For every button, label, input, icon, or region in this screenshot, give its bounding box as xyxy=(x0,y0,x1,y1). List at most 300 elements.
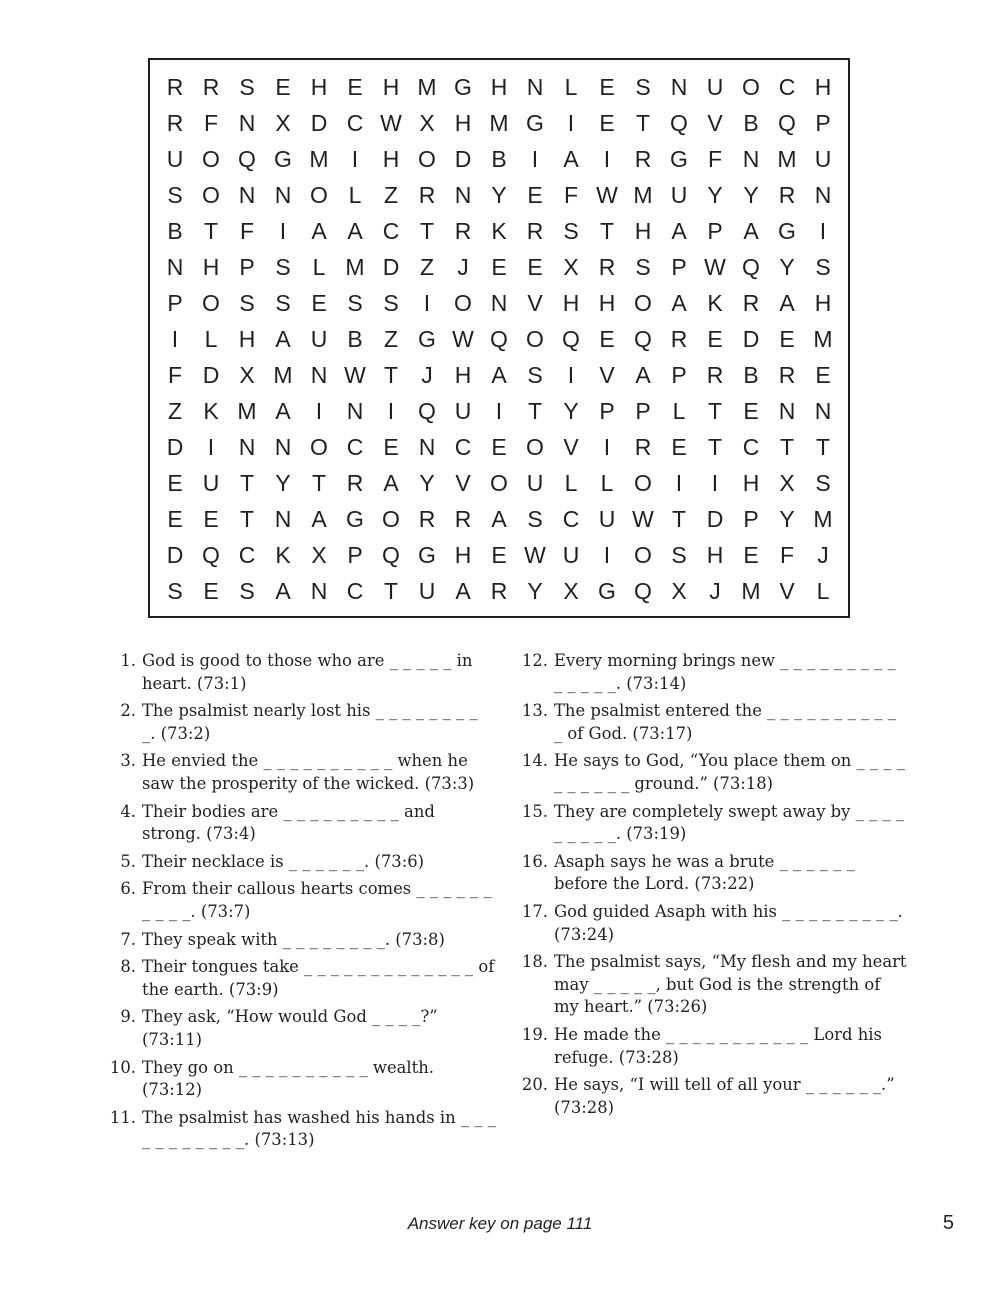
grid-letter: D xyxy=(202,361,220,388)
grid-letter: W xyxy=(344,361,366,388)
grid-letter: P xyxy=(635,397,651,424)
grid-letter: M xyxy=(813,325,833,352)
grid-letter: T xyxy=(635,109,651,136)
grid-letter: X xyxy=(275,109,291,136)
clue-number: 18. xyxy=(521,952,548,972)
clue-text: God guided Asaph with his _ _ _ _ _ _ _ _ _. (73:24) xyxy=(554,901,903,944)
grid-letter: O xyxy=(310,433,328,460)
grid-letter: R xyxy=(778,361,796,388)
grid-letter: Y xyxy=(419,469,435,496)
grid-letter: V xyxy=(527,289,543,316)
clue-item xyxy=(96,801,496,846)
grid-letter: A xyxy=(671,217,687,244)
grid-letter: S xyxy=(563,217,579,244)
grid-letter: I xyxy=(603,433,611,460)
grid-letter: N xyxy=(310,577,328,604)
grid-letter: B xyxy=(347,325,363,352)
grid-letter: P xyxy=(347,541,363,568)
grid-letter: H xyxy=(382,145,400,172)
grid-letter: P xyxy=(239,253,255,280)
grid-letter: B xyxy=(743,361,759,388)
grid-letter: E xyxy=(815,361,831,388)
grid-letter: P xyxy=(815,109,831,136)
grid-letter: I xyxy=(567,109,575,136)
grid-letter: M xyxy=(237,397,257,424)
grid-letter: H xyxy=(454,109,472,136)
grid-letter: H xyxy=(238,325,256,352)
grid-letter: S xyxy=(239,577,255,604)
grid-letter: X xyxy=(419,109,435,136)
grid-letter: A xyxy=(491,505,507,532)
grid-letter: R xyxy=(742,289,760,316)
clue-text: The psalmist entered the _ _ _ _ _ _ _ _ _ _ _ of God. (73:17) xyxy=(554,701,896,743)
word-search-grid xyxy=(157,69,841,609)
grid-letter: E xyxy=(383,433,399,460)
grid-letter: H xyxy=(562,289,580,316)
grid-letter: I xyxy=(207,433,215,460)
grid-letter: T xyxy=(311,469,327,496)
grid-letter: F xyxy=(779,541,795,568)
grid-letter: N xyxy=(346,397,364,424)
grid-letter: M xyxy=(273,361,293,388)
grid-letter: L xyxy=(672,397,686,424)
clue-text: They speak with _ _ _ _ _ _ _ _. (73:8) xyxy=(142,929,445,949)
grid-letter: H xyxy=(706,541,724,568)
grid-letter: E xyxy=(491,253,507,280)
grid-letter: R xyxy=(202,73,220,100)
grid-letter: R xyxy=(670,325,688,352)
grid-letter: A xyxy=(311,505,327,532)
grid-letter: W xyxy=(632,505,654,532)
grid-letter: U xyxy=(706,73,724,100)
grid-letter: H xyxy=(454,541,472,568)
grid-letter: C xyxy=(382,217,400,244)
grid-letter: U xyxy=(418,577,436,604)
clue-item xyxy=(508,650,908,695)
grid-letter: T xyxy=(203,217,219,244)
clue-item xyxy=(96,1006,496,1051)
grid-letter: O xyxy=(382,505,400,532)
clue-item xyxy=(508,951,908,1019)
grid-letter: Q xyxy=(634,577,652,604)
grid-letter: R xyxy=(598,253,616,280)
grid-letter: F xyxy=(167,361,183,388)
grid-letter: Y xyxy=(563,397,579,424)
grid-letter: E xyxy=(491,541,507,568)
grid-letter: N xyxy=(238,109,256,136)
grid-letter: N xyxy=(454,181,472,208)
grid-letter: O xyxy=(634,469,652,496)
grid-letter: I xyxy=(387,397,395,424)
grid-letter: U xyxy=(454,397,472,424)
grid-letter: E xyxy=(203,505,219,532)
grid-letter: P xyxy=(167,289,183,316)
clue-number: 10. xyxy=(109,1057,136,1077)
grid-letter: Y xyxy=(779,253,795,280)
grid-letter: L xyxy=(564,73,578,100)
clue-text: God is good to those who are _ _ _ _ _ in heart. (73:1) xyxy=(142,651,473,693)
clue-number: 11. xyxy=(109,1107,136,1127)
clue-item xyxy=(508,700,908,745)
grid-letter: C xyxy=(346,577,364,604)
grid-letter: C xyxy=(238,541,256,568)
grid-letter: N xyxy=(274,181,292,208)
grid-letter: Q xyxy=(742,253,760,280)
clue-item xyxy=(508,851,908,896)
grid-letter: T xyxy=(239,505,255,532)
grid-letter: H xyxy=(742,469,760,496)
grid-letter: S xyxy=(275,253,291,280)
clue-item xyxy=(96,851,496,874)
grid-letter: E xyxy=(599,325,615,352)
grid-letter: L xyxy=(600,469,614,496)
grid-letter: Q xyxy=(562,325,580,352)
grid-letter: D xyxy=(310,109,328,136)
grid-letter: O xyxy=(202,289,220,316)
grid-letter: R xyxy=(526,217,544,244)
grid-letter: G xyxy=(526,109,544,136)
grid-letter: I xyxy=(531,145,539,172)
grid-letter: U xyxy=(166,145,184,172)
clue-item xyxy=(96,929,496,952)
grid-letter: N xyxy=(814,397,832,424)
grid-letter: G xyxy=(274,145,292,172)
grid-letter: A xyxy=(455,577,471,604)
grid-letter: T xyxy=(599,217,615,244)
clue-number: 4. xyxy=(120,801,136,821)
grid-letter: I xyxy=(711,469,719,496)
grid-letter: M xyxy=(741,577,761,604)
clue-number: 20. xyxy=(521,1075,548,1095)
grid-letter: N xyxy=(238,433,256,460)
clue-text: They ask, “How would God _ _ _ _?” (73:11) xyxy=(142,1007,438,1049)
grid-letter: P xyxy=(743,505,759,532)
clue-text: From their callous hearts comes _ _ _ _ _ _ _ _ _ _. (73:7) xyxy=(142,879,492,921)
grid-letter: N xyxy=(742,145,760,172)
grid-letter: H xyxy=(202,253,220,280)
grid-letter: A xyxy=(563,145,579,172)
grid-letter: Z xyxy=(383,325,399,352)
grid-letter: I xyxy=(567,361,575,388)
grid-letter: T xyxy=(707,433,723,460)
grid-letter: F xyxy=(239,217,255,244)
grid-letter: R xyxy=(634,145,652,172)
grid-letter: I xyxy=(171,325,179,352)
clue-text: The psalmist says, “My flesh and my heart may _ _ _ _ _, but God is the strength of my heart.” (73:26) xyxy=(554,952,907,1017)
grid-letter: P xyxy=(599,397,615,424)
grid-letter: S xyxy=(635,73,651,100)
clue-list-left xyxy=(96,650,496,1157)
grid-letter: Y xyxy=(491,181,507,208)
grid-letter: B xyxy=(743,109,759,136)
grid-letter: A xyxy=(275,325,291,352)
grid-letter: I xyxy=(315,397,323,424)
grid-letter: J xyxy=(709,577,721,604)
grid-letter: W xyxy=(704,253,726,280)
grid-letter: S xyxy=(383,289,399,316)
grid-letter: B xyxy=(491,145,507,172)
grid-letter: R xyxy=(346,469,364,496)
grid-letter: S xyxy=(275,289,291,316)
clue-number: 3. xyxy=(120,751,136,771)
grid-letter: T xyxy=(239,469,255,496)
grid-letter: T xyxy=(779,433,795,460)
grid-letter: E xyxy=(527,253,543,280)
grid-letter: C xyxy=(742,433,760,460)
grid-letter: C xyxy=(454,433,472,460)
grid-letter: Q xyxy=(418,397,436,424)
grid-letter: Y xyxy=(275,469,291,496)
grid-letter: H xyxy=(634,217,652,244)
clue-number: 16. xyxy=(521,851,548,871)
grid-letter: S xyxy=(815,469,831,496)
grid-letter: X xyxy=(779,469,795,496)
clue-number: 13. xyxy=(521,701,548,721)
grid-letter: W xyxy=(380,109,402,136)
grid-letter: K xyxy=(707,289,723,316)
grid-letter: L xyxy=(816,577,830,604)
clue-item xyxy=(96,878,496,923)
grid-letter: A xyxy=(635,361,651,388)
grid-letter: J xyxy=(817,541,829,568)
grid-letter: W xyxy=(524,541,546,568)
grid-letter: N xyxy=(814,181,832,208)
grid-letter: H xyxy=(310,73,328,100)
grid-letter: E xyxy=(743,397,759,424)
grid-letter: G xyxy=(598,577,616,604)
grid-letter: D xyxy=(166,433,184,460)
grid-letter: M xyxy=(309,145,329,172)
grid-letter: A xyxy=(311,217,327,244)
grid-letter: O xyxy=(634,541,652,568)
grid-letter: R xyxy=(454,505,472,532)
grid-letter: V xyxy=(455,469,471,496)
grid-letter: O xyxy=(454,289,472,316)
grid-letter: L xyxy=(204,325,218,352)
grid-letter: O xyxy=(526,433,544,460)
grid-letter: I xyxy=(819,217,827,244)
grid-letter: T xyxy=(671,505,687,532)
grid-letter: O xyxy=(202,145,220,172)
grid-letter: N xyxy=(526,73,544,100)
grid-letter: M xyxy=(345,253,365,280)
grid-letter: V xyxy=(563,433,579,460)
grid-letter: O xyxy=(526,325,544,352)
grid-letter: M xyxy=(417,73,437,100)
grid-letter: T xyxy=(383,577,399,604)
grid-letter: S xyxy=(347,289,363,316)
grid-letter: L xyxy=(348,181,362,208)
grid-letter: O xyxy=(310,181,328,208)
answer-key-note: Answer key on page 111 xyxy=(407,1214,593,1233)
grid-letter: W xyxy=(452,325,474,352)
grid-letter: U xyxy=(310,325,328,352)
grid-letter: L xyxy=(564,469,578,496)
grid-letter: O xyxy=(490,469,508,496)
grid-letter: Q xyxy=(382,541,400,568)
clue-text: He says, “I will tell of all your _ _ _ _ _ _.” (73:28) xyxy=(554,1075,895,1117)
clue-item xyxy=(96,700,496,745)
grid-letter: Q xyxy=(490,325,508,352)
grid-letter: A xyxy=(275,397,291,424)
grid-letter: S xyxy=(167,577,183,604)
grid-letter: J xyxy=(457,253,469,280)
grid-letter: P xyxy=(707,217,723,244)
grid-letter: E xyxy=(743,541,759,568)
grid-letter: E xyxy=(203,577,219,604)
grid-letter: T xyxy=(527,397,543,424)
grid-letter: D xyxy=(706,505,724,532)
grid-letter: I xyxy=(495,397,503,424)
grid-letter: H xyxy=(490,73,508,100)
grid-letter: F xyxy=(203,109,219,136)
grid-letter: K xyxy=(275,541,291,568)
grid-letter: A xyxy=(491,361,507,388)
grid-letter: X xyxy=(671,577,687,604)
grid-letter: I xyxy=(423,289,431,316)
grid-letter: S xyxy=(635,253,651,280)
grid-letter: Q xyxy=(634,325,652,352)
grid-letter: C xyxy=(562,505,580,532)
grid-letter: A xyxy=(743,217,759,244)
grid-letter: O xyxy=(418,145,436,172)
grid-letter: E xyxy=(671,433,687,460)
grid-letter: C xyxy=(346,109,364,136)
clue-text: Their necklace is _ _ _ _ _ _. (73:6) xyxy=(142,851,425,871)
grid-letter: V xyxy=(599,361,615,388)
grid-letter: H xyxy=(814,73,832,100)
grid-letter: D xyxy=(166,541,184,568)
grid-letter: A xyxy=(383,469,399,496)
grid-letter: I xyxy=(351,145,359,172)
grid-letter: N xyxy=(778,397,796,424)
grid-letter: X xyxy=(563,253,579,280)
grid-letter: E xyxy=(167,505,183,532)
clue-text: Every morning brings new _ _ _ _ _ _ _ _ _ _ _ _ _ _. (73:14) xyxy=(554,651,896,693)
grid-letter: X xyxy=(563,577,579,604)
grid-letter: E xyxy=(167,469,183,496)
clue-item xyxy=(96,1057,496,1102)
grid-letter: E xyxy=(707,325,723,352)
grid-letter: R xyxy=(778,181,796,208)
grid-letter: Q xyxy=(202,541,220,568)
grid-letter: Q xyxy=(778,109,796,136)
grid-letter: V xyxy=(779,577,795,604)
grid-letter: H xyxy=(598,289,616,316)
clue-item xyxy=(508,750,908,795)
grid-letter: W xyxy=(596,181,618,208)
grid-letter: S xyxy=(239,289,255,316)
grid-letter: S xyxy=(239,73,255,100)
grid-letter: T xyxy=(707,397,723,424)
grid-letter: D xyxy=(454,145,472,172)
grid-letter: E xyxy=(347,73,363,100)
grid-letter: O xyxy=(202,181,220,208)
grid-letter: P xyxy=(671,253,687,280)
clue-list-right xyxy=(508,650,908,1124)
clue-text: They are completely swept away by _ _ _ _ _ _ _ _ _. (73:19) xyxy=(554,801,905,844)
grid-letter: N xyxy=(490,289,508,316)
clue-number: 2. xyxy=(120,701,136,721)
clue-number: 6. xyxy=(120,879,136,899)
grid-letter: T xyxy=(383,361,399,388)
clue-item xyxy=(96,650,496,695)
grid-letter: B xyxy=(167,217,183,244)
grid-letter: R xyxy=(706,361,724,388)
grid-letter: V xyxy=(707,109,723,136)
clue-number: 8. xyxy=(120,957,136,977)
clue-item xyxy=(508,801,908,846)
grid-letter: C xyxy=(346,433,364,460)
grid-letter: U xyxy=(562,541,580,568)
grid-letter: A xyxy=(671,289,687,316)
grid-letter: H xyxy=(814,289,832,316)
grid-letter: S xyxy=(815,253,831,280)
grid-letter: N xyxy=(310,361,328,388)
grid-letter: R xyxy=(418,181,436,208)
grid-letter: E xyxy=(599,73,615,100)
clue-text: Asaph says he was a brute _ _ _ _ _ _ before the Lord. (73:22) xyxy=(554,851,855,894)
grid-letter: N xyxy=(274,433,292,460)
grid-letter: M xyxy=(813,505,833,532)
clue-item xyxy=(508,1024,908,1069)
grid-letter: I xyxy=(603,145,611,172)
grid-letter: Z xyxy=(419,253,435,280)
grid-letter: U xyxy=(526,469,544,496)
grid-letter: G xyxy=(454,73,472,100)
clue-number: 15. xyxy=(521,801,548,821)
clue-text: The psalmist has washed his hands in _ _ _ _ _ _ _ _ _ _ _. (73:13) xyxy=(142,1107,496,1150)
clue-number: 19. xyxy=(521,1024,548,1044)
grid-letter: Y xyxy=(527,577,543,604)
clue-item xyxy=(508,1074,908,1119)
grid-letter: T xyxy=(419,217,435,244)
clue-item xyxy=(96,956,496,1001)
grid-letter: R xyxy=(166,73,184,100)
grid-letter: R xyxy=(634,433,652,460)
clue-text: Their bodies are _ _ _ _ _ _ _ _ _ and strong. (73:4) xyxy=(142,801,435,844)
clue-number: 14. xyxy=(521,751,548,771)
grid-letter: H xyxy=(382,73,400,100)
grid-letter: N xyxy=(274,505,292,532)
grid-letter: Z xyxy=(167,397,183,424)
clue-number: 7. xyxy=(120,929,136,949)
grid-letter: N xyxy=(418,433,436,460)
grid-letter: J xyxy=(421,361,433,388)
grid-letter: G xyxy=(778,217,796,244)
grid-letter: E xyxy=(275,73,291,100)
clue-text: He says to God, “You place them on _ _ _ _ _ _ _ _ _ _ ground.” (73:18) xyxy=(554,751,905,793)
grid-letter: K xyxy=(491,217,507,244)
clue-number: 1. xyxy=(120,651,136,670)
clue-text: He made the _ _ _ _ _ _ _ _ _ _ _ Lord his refuge. (73:28) xyxy=(554,1024,882,1067)
grid-letter: Y xyxy=(707,181,723,208)
clue-number: 12. xyxy=(521,651,548,670)
grid-letter: N xyxy=(670,73,688,100)
grid-letter: U xyxy=(814,145,832,172)
grid-letter: E xyxy=(599,109,615,136)
grid-letter: G xyxy=(418,325,436,352)
grid-letter: E xyxy=(527,181,543,208)
grid-letter: M xyxy=(777,145,797,172)
grid-letter: O xyxy=(742,73,760,100)
grid-letter: N xyxy=(166,253,184,280)
grid-letter: Q xyxy=(238,145,256,172)
grid-letter: C xyxy=(778,73,796,100)
grid-letter: F xyxy=(707,145,723,172)
grid-letter: M xyxy=(489,109,509,136)
grid-letter: R xyxy=(490,577,508,604)
